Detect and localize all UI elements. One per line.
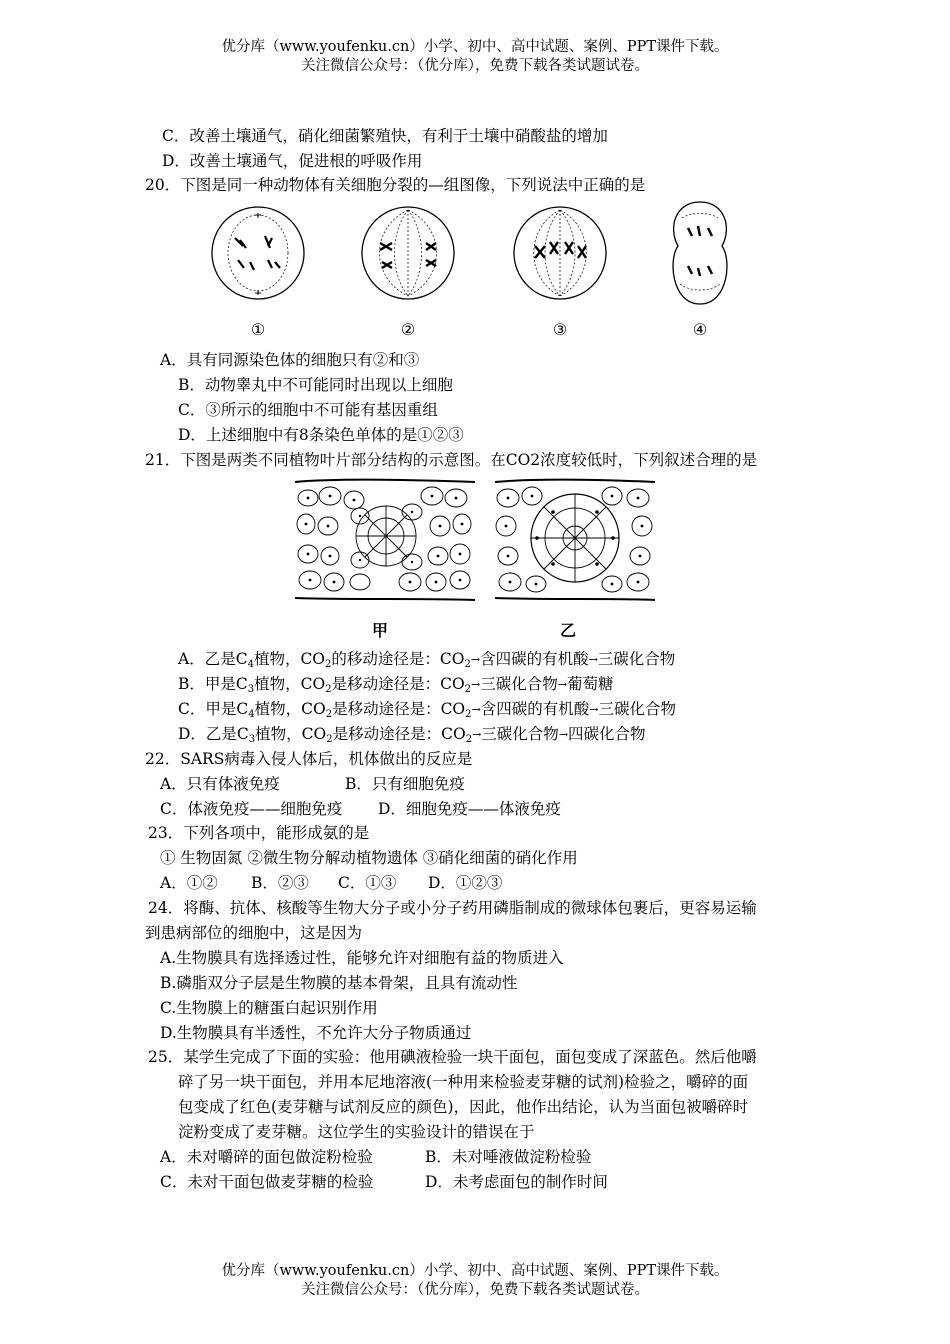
q24-option-c: C.生物膜上的糖蛋白起识别作用 — [160, 999, 378, 1017]
q19-option-d: D．改善土壤通气，促进根的呼吸作用 — [162, 152, 423, 170]
q21-option-b: B．甲是$C_3$植物，$CO_2$是移动途径是：$CO_2\to$三碳化合物→葡萄糖 — [178, 675, 614, 695]
q21-option-d: D．乙是$C_3$植物，$CO_2$是移动途径是：$CO_2\to$三碳化合物→四碳化合物 — [178, 725, 646, 745]
q25-option-c: C．未对干面包做麦芽糖的检验 — [160, 1173, 374, 1191]
q23-option-c: C．①③ — [338, 874, 397, 892]
q25-option-d: D．未考虑面包的制作时间 — [425, 1173, 608, 1191]
cell-1-outline — [212, 207, 304, 299]
q24-option-d: D.生物膜具有半透性，不允许大分子物质通过 — [160, 1024, 472, 1042]
q24-stem-line-1: 24．将酶、抗体、核酸等生物大分子或小分子药用磷脂制成的微球体包裹后，更容易运输 — [148, 899, 757, 917]
fig20-label-3: ③ — [552, 320, 568, 339]
q23-option-d: D．①②③ — [428, 874, 503, 892]
q23-stem: 23．下列各项中，能形成氨的是 — [148, 824, 370, 842]
q22-option-a: A．只有体液免疫 — [160, 775, 280, 793]
header-line-2: 关注微信公众号：（优分库），免费下载各类试题试卷。 — [301, 58, 649, 74]
q22-option-d: D．细胞免疫——体液免疫 — [378, 800, 561, 818]
q22-option-c: C．体液免疫——细胞免疫 — [160, 800, 343, 818]
page-header — [0, 38, 950, 76]
q22-option-b: B．只有细胞免疫 — [345, 775, 465, 793]
cell-4-outline — [673, 202, 727, 304]
q20-stem: 20．下图是同一种动物体有关细胞分裂的—组图像，下列说法中正确的是 — [145, 176, 646, 194]
q25-option-b: B．未对唾液做淀粉检验 — [425, 1148, 592, 1166]
q20-option-c: C．③所示的细胞中不可能有基因重组 — [178, 401, 438, 419]
q25-stem-line-1: 25．某学生完成了下面的实验：他用碘液检验一块干面包，面包变成了深蓝色。然后他嚼 — [148, 1048, 757, 1066]
cell-division-figure — [210, 198, 750, 313]
leaf-yi — [495, 480, 655, 600]
q20-option-b: B．动物睾丸中不可能同时出现以上细胞 — [178, 376, 453, 394]
q25-stem-line-2: 碎了另一块干面包，并用本尼地溶液(一种用来检验麦芽糖的试剂)检验之，嚼碎的面 — [178, 1073, 749, 1091]
leaf-jia — [295, 480, 475, 600]
fig20-label-4: ④ — [692, 320, 708, 339]
q21-option-c: C．甲是$C_4$植物，$CO_2$是移动途径是：$CO_2\to$含四碳的有机酸→三碳化合物 — [178, 700, 676, 720]
q21-stem: 21．下图是两类不同植物叶片部分结构的示意图。在CO2浓度较低时，下列叙述合理的是 — [145, 451, 758, 469]
q20-option-d: D．上述细胞中有8条染色单体的是①②③ — [178, 426, 464, 444]
q23-option-b: B．②③ — [251, 874, 309, 892]
q25-option-a: A．未对嚼碎的面包做淀粉检验 — [160, 1148, 373, 1166]
q24-option-b: B.磷脂双分子层是生物膜的基本骨架，且具有流动性 — [160, 974, 518, 992]
q20-option-a: A．具有同源染色体的细胞只有②和③ — [160, 351, 420, 369]
q24-option-a: A.生物膜具有选择透过性，能够允许对细胞有益的物质进入 — [160, 949, 564, 967]
q23-items: ① 生物固氮 ②微生物分解动植物遗体 ③硝化细菌的硝化作用 — [160, 849, 578, 867]
q21-option-a: A．乙是$C_4$植物，$CO_2$的移动途径是：$CO_2\to$含四碳的有机酸→三碳化合物 — [178, 650, 676, 670]
page-footer — [0, 1262, 950, 1300]
fig20-label-2: ② — [400, 320, 416, 339]
cell-2-outline — [362, 207, 454, 299]
leaf-label-yi: 乙 — [560, 621, 577, 640]
q22-stem: 22．SARS病毒入侵人体后，机体做出的反应是 — [145, 750, 473, 768]
q23-option-a: A．①② — [160, 874, 218, 892]
q25-stem-line-4: 淀粉变成了麦芽糖。这位学生的实验设计的错误在于 — [178, 1123, 535, 1141]
fig20-label-1: ① — [250, 320, 266, 339]
leaf-structure-figure — [290, 476, 665, 606]
q24-stem-line-2: 到患病部位的细胞中，这是因为 — [145, 924, 363, 942]
footer-line-1: 优分库（www.youfenku.cn）小学、初中、高中试题、案例、PPT课件下载。 — [221, 1263, 729, 1279]
footer-line-2: 关注微信公众号：（优分库），免费下载各类试题试卷。 — [301, 1282, 649, 1298]
leaf-label-jia: 甲 — [372, 621, 389, 640]
q19-option-c: C．改善土壤通气，硝化细菌繁殖快，有利于土壤中硝酸盐的增加 — [162, 127, 608, 145]
cell-3-outline — [514, 207, 606, 299]
q25-stem-line-3: 包变成了红色(麦芽糖与试剂反应的颜色)，因此，他作出结论，认为当面包被嚼碎时 — [178, 1098, 749, 1116]
header-line-1: 优分库（www.youfenku.cn）小学、初中、高中试题、案例、PPT课件下载。 — [221, 39, 729, 55]
